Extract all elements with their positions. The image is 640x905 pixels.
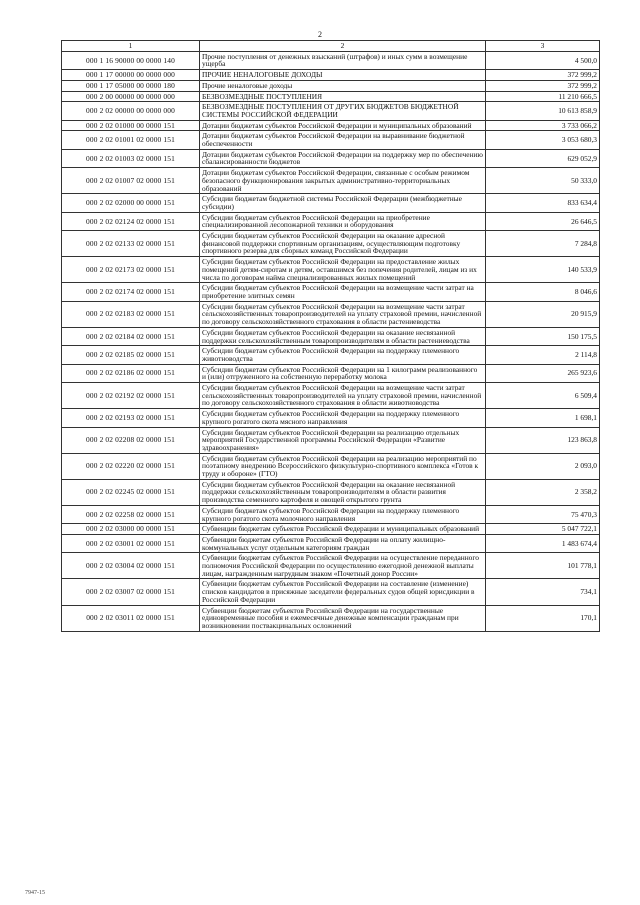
table-body (62, 51, 600, 631)
code-cell: 000 2 02 02173 02 0000 151 (62, 257, 200, 283)
table-row (62, 301, 600, 327)
table-row (62, 364, 600, 382)
name-cell: Субсидии бюджетам субъектов Российской Федерации на 1 килограмм реализованного и (или) отгруженного на собственную переработку молока (200, 364, 486, 382)
amount-cell: 372 999,2 (486, 80, 600, 91)
name-cell: Субвенции бюджетам субъектов Российской Федерации на осуществление переданного полномочия Российской Федерации по осуществлению ежегодной денежной выплаты лицам, награжденным нагрудным знаком «Почетный донор России» (200, 553, 486, 579)
amount-cell: 1 483 674,4 (486, 534, 600, 552)
amount-cell: 170,1 (486, 605, 600, 631)
name-cell: Субсидии бюджетам субъектов Российской Федерации на реализацию мероприятий по поэтапному внедрению Всероссийского физкультурно-спортивного комплекса «Готов к труду и обороне» (ГТО) (200, 453, 486, 479)
name-cell: Дотации бюджетам субъектов Российской Федерации и муниципальных образований (200, 120, 486, 131)
code-cell: 000 2 02 02124 02 0000 151 (62, 212, 200, 230)
amount-cell: 2 093,0 (486, 453, 600, 479)
amount-cell: 50 333,0 (486, 168, 600, 194)
budget-table (61, 40, 600, 632)
name-cell: Субсидии бюджетам субъектов Российской Федерации на реализацию отдельных мероприятий Государственной программы Российской Федерации «Развитие здравоохранения» (200, 427, 486, 453)
table-row (62, 91, 600, 102)
name-cell: БЕЗВОЗМЕЗДНЫЕ ПОСТУПЛЕНИЯ (200, 91, 486, 102)
table-row (62, 346, 600, 364)
footer-mark: 7947-15 (25, 890, 45, 896)
code-cell: 000 2 02 02258 02 0000 151 (62, 505, 200, 523)
code-cell: 000 1 17 00000 00 0000 000 (62, 70, 200, 81)
amount-cell: 2 358,2 (486, 479, 600, 505)
name-cell: БЕЗВОЗМЕЗДНЫЕ ПОСТУПЛЕНИЯ ОТ ДРУГИХ БЮДЖЕТОВ БЮДЖЕТНОЙ СИСТЕМЫ РОССИЙСКОЙ ФЕДЕРАЦИИ (200, 102, 486, 120)
name-cell: Субсидии бюджетам субъектов Российской Федерации на предоставление жилых помещений детям-сиротам и детям, оставшимся без попечения родителей, лицам из их числа по договорам найма специализированных жилых помещений (200, 257, 486, 283)
amount-cell: 734,1 (486, 579, 600, 605)
amount-cell: 26 646,5 (486, 212, 600, 230)
amount-cell: 7 284,8 (486, 231, 600, 257)
amount-cell: 150 175,5 (486, 327, 600, 345)
table-row (62, 283, 600, 301)
code-cell: 000 2 02 02000 00 0000 151 (62, 194, 200, 212)
table-row (62, 149, 600, 167)
code-cell: 000 2 02 01007 02 0000 151 (62, 168, 200, 194)
amount-cell: 372 999,2 (486, 70, 600, 81)
name-cell: Дотации бюджетам субъектов Российской Федерации на поддержку мер по обеспечению сбалансированности бюджетов (200, 149, 486, 167)
name-cell: ПРОЧИЕ НЕНАЛОГОВЫЕ ДОХОДЫ (200, 70, 486, 81)
name-cell: Субвенции бюджетам субъектов Российской Федерации на составление (изменение) списков кандидатов в присяжные заседатели федеральных судов общей юрисдикции в Российской Федерации (200, 579, 486, 605)
name-cell: Прочие поступления от денежных взысканий (штрафов) и иных сумм в возмещение ущерба (200, 51, 486, 69)
table-row (62, 534, 600, 552)
amount-cell: 20 915,9 (486, 301, 600, 327)
table-row (62, 553, 600, 579)
code-cell: 000 2 02 02186 02 0000 151 (62, 364, 200, 382)
amount-cell: 75 470,3 (486, 505, 600, 523)
amount-cell: 265 923,6 (486, 364, 600, 382)
code-cell: 000 2 02 03011 02 0000 151 (62, 605, 200, 631)
name-cell: Субсидии бюджетам субъектов Российской Федерации на возмещение части затрат сельскохозяйственных товаропроизводителей на уплату страховой премии, начисленной по договору сельскохозяйственного страхования в области животноводства (200, 383, 486, 409)
amount-cell: 11 210 666,5 (486, 91, 600, 102)
amount-cell: 2 114,8 (486, 346, 600, 364)
column-header-amount: 3 (486, 41, 600, 52)
code-cell: 000 2 02 02184 02 0000 151 (62, 327, 200, 345)
table-row (62, 80, 600, 91)
name-cell: Дотации бюджетам субъектов Российской Федерации, связанные с особым режимом безопасного функционирования закрытых административно-территориальных образований (200, 168, 486, 194)
table-row (62, 194, 600, 212)
table-row (62, 257, 600, 283)
name-cell: Субвенции бюджетам субъектов Российской Федерации на государственные единовременные пособия и ежемесячные денежные компенсации гражданам при возникновении поствакцинальных осложнений (200, 605, 486, 631)
table-row (62, 102, 600, 120)
amount-cell: 8 046,6 (486, 283, 600, 301)
code-cell: 000 2 02 02183 02 0000 151 (62, 301, 200, 327)
table-row (62, 524, 600, 535)
amount-cell: 140 533,9 (486, 257, 600, 283)
table-row (62, 453, 600, 479)
table-row (62, 605, 600, 631)
column-header-code: 1 (62, 41, 200, 52)
code-cell: 000 1 16 90000 00 0000 140 (62, 51, 200, 69)
name-cell: Субсидии бюджетам субъектов Российской Федерации на поддержку племенного крупного рогатого скота мясного направления (200, 409, 486, 427)
name-cell: Субсидии бюджетам субъектов Российской Федерации на поддержку племенного животноводства (200, 346, 486, 364)
code-cell: 000 2 02 02193 02 0000 151 (62, 409, 200, 427)
name-cell: Субвенции бюджетам субъектов Российской Федерации на оплату жилищно-коммунальных услуг отдельным категориям граждан (200, 534, 486, 552)
code-cell: 000 2 02 00000 00 0000 000 (62, 102, 200, 120)
name-cell: Прочие неналоговые доходы (200, 80, 486, 91)
amount-cell: 4 500,0 (486, 51, 600, 69)
name-cell: Субсидии бюджетам субъектов Российской Федерации на возмещение части затрат сельскохозяйственных товаропроизводителей на уплату страховой премии, начисленной по договору сельскохозяйственного страхования в области растениеводства (200, 301, 486, 327)
code-cell: 000 1 17 05000 00 0000 180 (62, 80, 200, 91)
amount-cell: 833 634,4 (486, 194, 600, 212)
table-row (62, 120, 600, 131)
table-row (62, 131, 600, 149)
amount-cell: 101 778,1 (486, 553, 600, 579)
amount-cell: 123 863,8 (486, 427, 600, 453)
table-row (62, 479, 600, 505)
code-cell: 000 2 00 00000 00 0000 000 (62, 91, 200, 102)
code-cell: 000 2 02 03004 02 0000 151 (62, 553, 200, 579)
amount-cell: 6 509,4 (486, 383, 600, 409)
name-cell: Субсидии бюджетам субъектов Российской Федерации на приобретение специализированной лесопожарной техники и оборудования (200, 212, 486, 230)
amount-cell: 5 047 722,1 (486, 524, 600, 535)
code-cell: 000 2 02 02133 02 0000 151 (62, 231, 200, 257)
code-cell: 000 2 02 02174 02 0000 151 (62, 283, 200, 301)
column-header-name: 2 (200, 41, 486, 52)
name-cell: Субсидии бюджетам бюджетной системы Российской Федерации (межбюджетные субсидии) (200, 194, 486, 212)
amount-cell: 1 698,1 (486, 409, 600, 427)
amount-cell: 629 052,9 (486, 149, 600, 167)
code-cell: 000 2 02 02220 02 0000 151 (62, 453, 200, 479)
code-cell: 000 2 02 01000 00 0000 151 (62, 120, 200, 131)
amount-cell: 10 613 858,9 (486, 102, 600, 120)
name-cell: Субсидии бюджетам субъектов Российской Федерации на возмещение части затрат на приобретение элитных семян (200, 283, 486, 301)
code-cell: 000 2 02 03001 02 0000 151 (62, 534, 200, 552)
code-cell: 000 2 02 02192 02 0000 151 (62, 383, 200, 409)
table-row (62, 231, 600, 257)
table-header-row (62, 41, 600, 52)
table-row (62, 327, 600, 345)
table-row (62, 409, 600, 427)
table-row (62, 427, 600, 453)
code-cell: 000 2 02 03007 02 0000 151 (62, 579, 200, 605)
code-cell: 000 2 02 02185 02 0000 151 (62, 346, 200, 364)
table-row (62, 70, 600, 81)
page-number: 2 (318, 30, 322, 39)
code-cell: 000 2 02 02208 02 0000 151 (62, 427, 200, 453)
code-cell: 000 2 02 02245 02 0000 151 (62, 479, 200, 505)
amount-cell: 3 053 680,3 (486, 131, 600, 149)
table-row (62, 383, 600, 409)
code-cell: 000 2 02 03000 00 0000 151 (62, 524, 200, 535)
name-cell: Субсидии бюджетам субъектов Российской Федерации на оказание несвязанной поддержки сельскохозяйственным товаропроизводителям в области растениеводства (200, 327, 486, 345)
name-cell: Субсидии бюджетам субъектов Российской Федерации на поддержку племенного крупного рогатого скота молочного направления (200, 505, 486, 523)
name-cell: Субсидии бюджетам субъектов Российской Федерации на оказание адресной финансовой поддержки спортивным организациям, осуществляющим подготовку спортивного резерва для сборных команд Российской Федерации (200, 231, 486, 257)
amount-cell: 3 733 066,2 (486, 120, 600, 131)
code-cell: 000 2 02 01001 02 0000 151 (62, 131, 200, 149)
table-row (62, 579, 600, 605)
name-cell: Дотации бюджетам субъектов Российской Федерации на выравнивание бюджетной обеспеченности (200, 131, 486, 149)
name-cell: Субсидии бюджетам субъектов Российской Федерации на оказание несвязанной поддержки сельскохозяйственным товаропроизводителям в области развития производства семенного картофеля и овощей открытого грунта (200, 479, 486, 505)
table-row (62, 168, 600, 194)
table-row (62, 212, 600, 230)
name-cell: Субвенции бюджетам субъектов Российской Федерации и муниципальных образований (200, 524, 486, 535)
code-cell: 000 2 02 01003 02 0000 151 (62, 149, 200, 167)
table-row (62, 505, 600, 523)
table-row (62, 51, 600, 69)
